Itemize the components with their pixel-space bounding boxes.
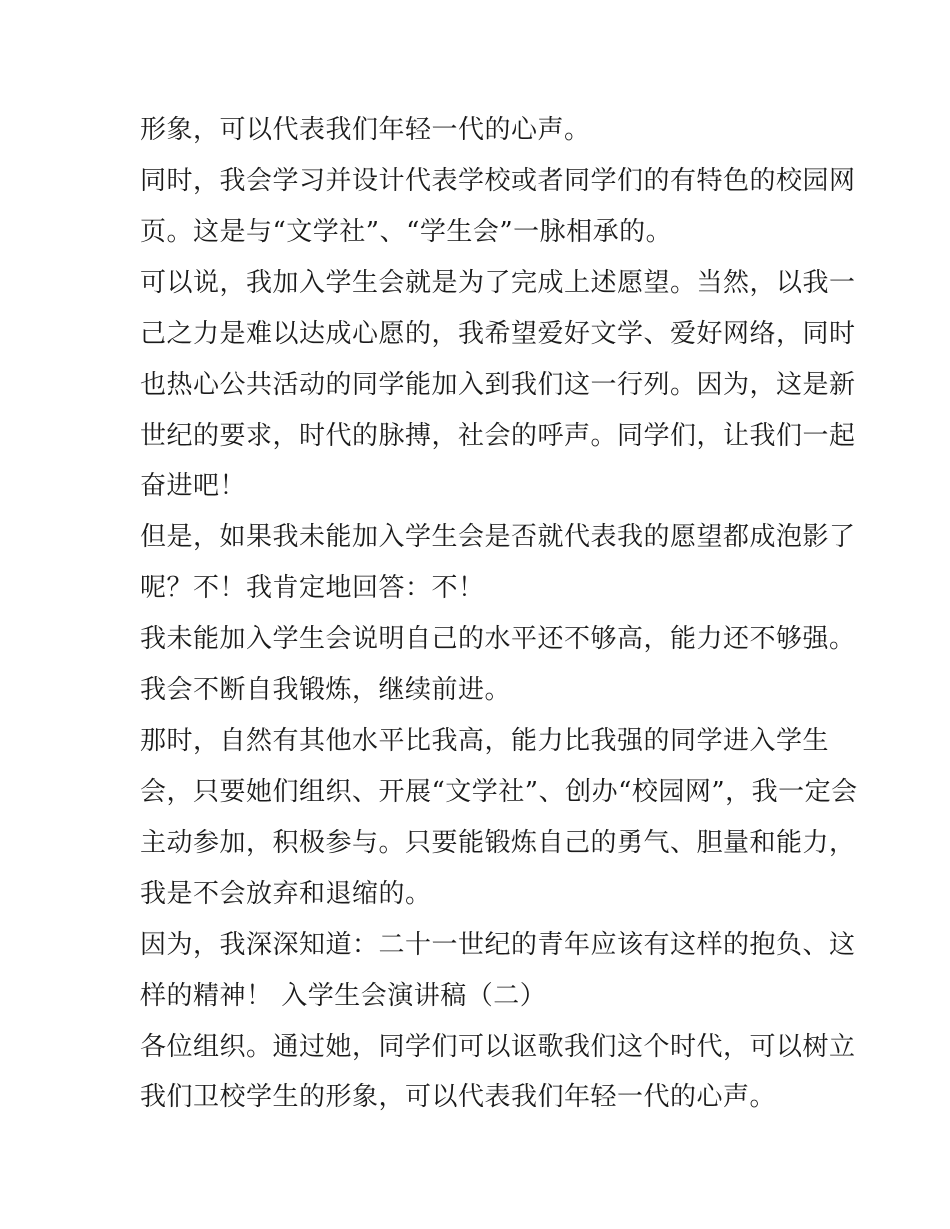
text-line: 页。这是与“文学社”、“学生会”一脉相承的。 <box>140 217 673 247</box>
text-line: 主动参加，积极参与。只要能锻炼自己的勇气、胆量和能力， <box>140 828 856 858</box>
text-line: 同时，我会学习并设计代表学校或者同学们的有特色的校园网 <box>140 166 856 196</box>
text-line: 会，只要她们组织、开展“文学社”、创办“校园网”，我一定会 <box>140 777 858 807</box>
text-line: 我们卫校学生的形象，可以代表我们年轻一代的心声。 <box>140 1082 777 1112</box>
text-line: 奋进吧！ <box>140 471 247 501</box>
text-line: 我是不会放弃和退缩的。 <box>140 879 432 909</box>
text-line: 世纪的要求，时代的脉搏，社会的呼声。同学们，让我们一起 <box>140 421 856 451</box>
text-line: 各位组织。通过她，同学们可以讴歌我们这个时代，可以树立 <box>140 1032 856 1062</box>
text-line: 可以说，我加入学生会就是为了完成上述愿望。当然，以我一 <box>140 268 856 298</box>
text-line: 那时，自然有其他水平比我高，能力比我强的同学进入学生 <box>140 726 830 756</box>
text-line: 也热心公共活动的同学能加入到我们这一行列。因为，这是新 <box>140 370 856 400</box>
text-line: 因为，我深深知道：二十一世纪的青年应该有这样的抱负、这 <box>140 930 856 960</box>
text-line: 己之力是难以达成心愿的，我希望爱好文学、爱好网络，同时 <box>140 319 856 349</box>
text-line: 呢？不！我肯定地回答：不！ <box>140 573 485 603</box>
text-line: 样的精神！ 入学生会演讲稿（二） <box>140 981 547 1011</box>
text-line: 我会不断自我锻炼，继续前进。 <box>140 675 512 705</box>
text-line: 我未能加入学生会说明自己的水平还不够高，能力还不够强。 <box>140 624 856 654</box>
text-line: 但是，如果我未能加入学生会是否就代表我的愿望都成泡影了 <box>140 522 856 552</box>
text-line: 形象，可以代表我们年轻一代的心声。 <box>140 115 591 145</box>
